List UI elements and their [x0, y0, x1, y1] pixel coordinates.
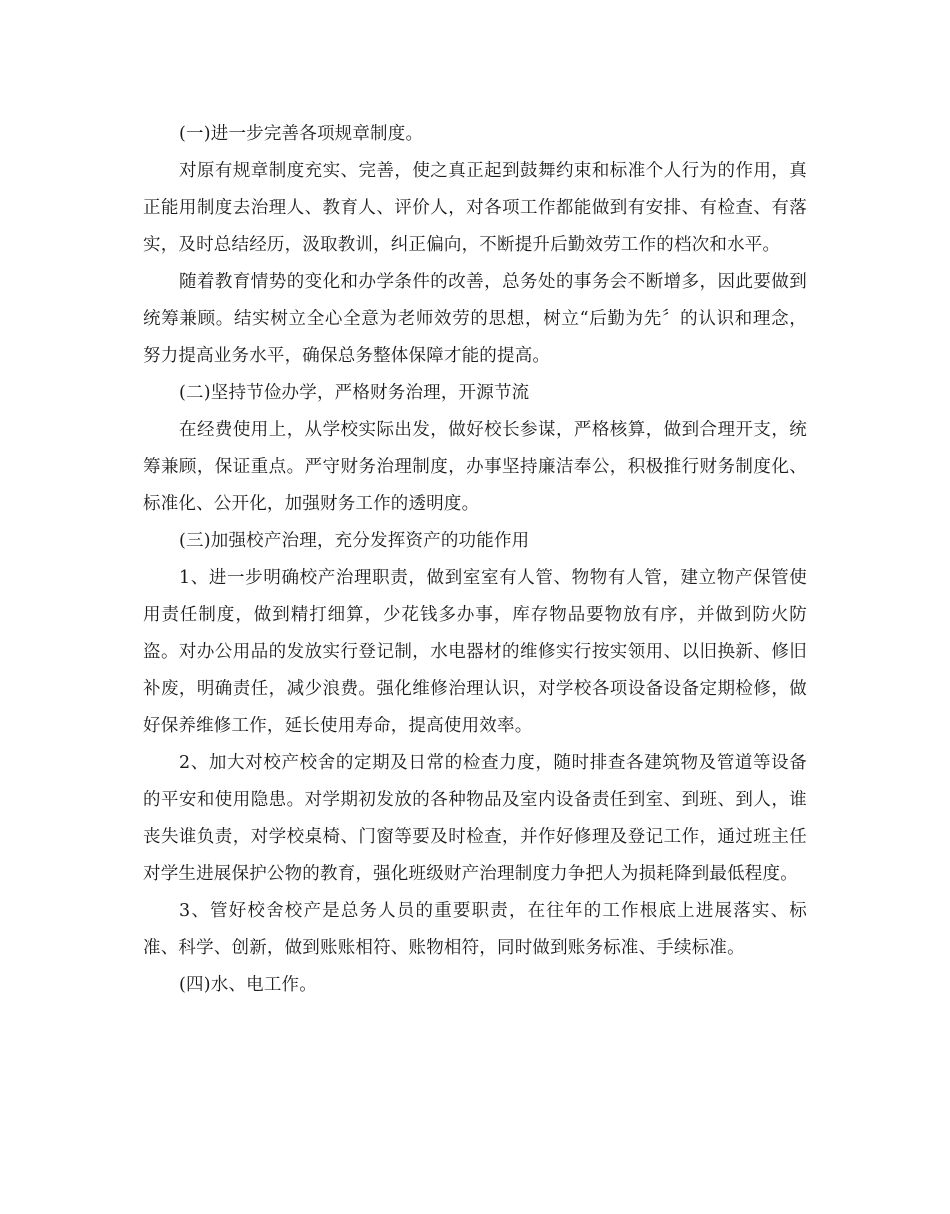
- section-heading-2: (二)坚持节俭办学，严格财务治理，开源节流: [179, 383, 530, 403]
- document-body: [143, 116, 807, 1004]
- section-heading-1: (一)进一步完善各项规章制度。: [179, 124, 424, 144]
- paragraph: 对原有规章制度充实、完善，使之真正起到鼓舞约束和标准个人行为的作用，真正能用制度去治理人、教育人、评价人，对各项工作都能做到有安排、有检查、有落实，及时总结经历，汲取教训，纠正偏向，不断提升后勤效劳工作的档次和水平。: [143, 161, 807, 255]
- paragraph: 2、加大对校产校舍的定期及日常的检查力度，随时排查各建筑物及管道等设备的平安和使用隐患。对学期初发放的各种物品及室内设备责任到室、到班、到人，谁丧失谁负责，对学校桌椅、门窗等要及时检查，并作好修理及登记工作，通过班主任对学生进展保护公物的教育，强化班级财产治理制度力争把人为损耗降到最低程度。: [143, 753, 807, 884]
- section-heading-3: (三)加强校产治理，充分发挥资产的功能作用: [179, 531, 530, 551]
- paragraph: 3、管好校舍校产是总务人员的重要职责，在往年的工作根底上进展落实、标准、科学、创新，做到账账相符、账物相符，同时做到账务标准、手续标准。: [143, 901, 807, 958]
- paragraph: 随着教育情势的变化和办学条件的改善，总务处的事务会不断增多，因此要做到统筹兼顾。结实树立全心全意为老师效劳的思想，树立“后勤为先〞的认识和理念，努力提高业务水平，确保总务整体保障才能的提高。: [143, 272, 807, 366]
- paragraph: 在经费使用上，从学校实际出发，做好校长参谋，严格核算，做到合理开支，统筹兼顾，保证重点。严守财务治理制度，办事坚持廉洁奉公，积极推行财务制度化、标准化、公开化，加强财务工作的透明度。: [143, 420, 807, 514]
- paragraph: 1、进一步明确校产治理职责，做到室室有人管、物物有人管，建立物产保管使用责任制度，做到精打细算，少花钱多办事，库存物品要物放有序，并做到防火防盗。对办公用品的发放实行登记制，水电器材的维修实行按实领用、以旧换新、修旧补废，明确责任，减少浪费。强化维修治理认识，对学校各项设备设备定期检修，做好保养维修工作，延长使用寿命，提高使用效率。: [143, 568, 807, 736]
- section-heading-4: (四)水、电工作。: [179, 975, 317, 995]
